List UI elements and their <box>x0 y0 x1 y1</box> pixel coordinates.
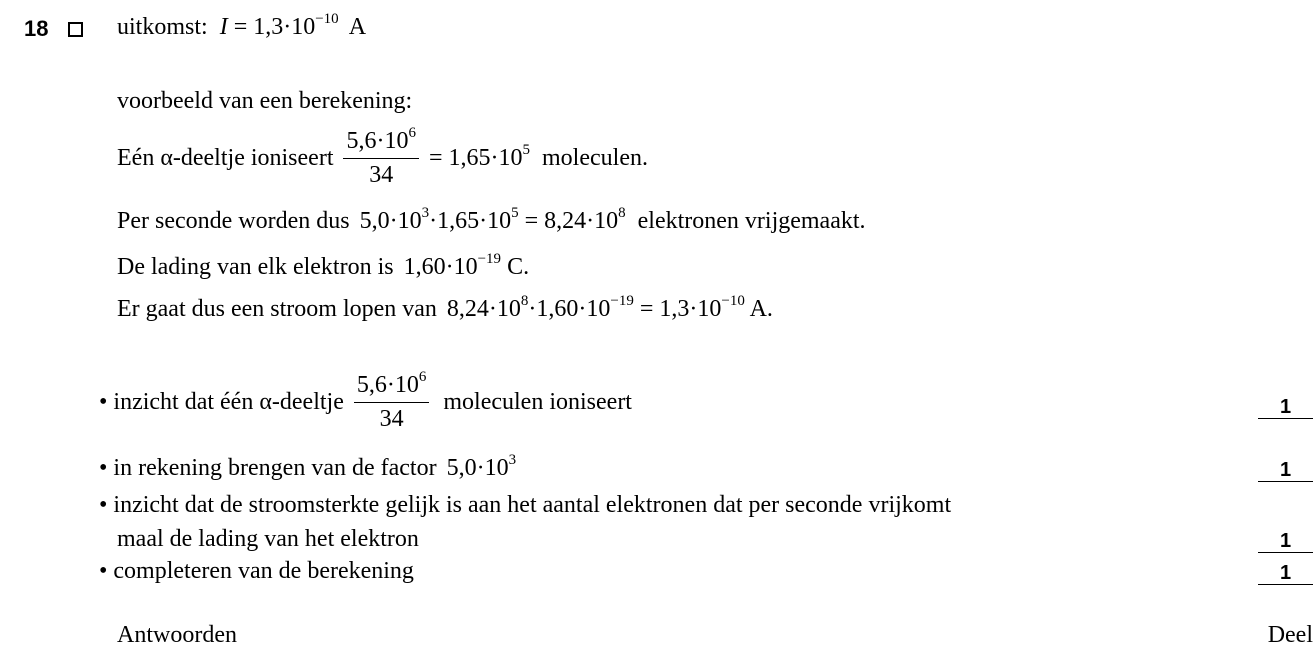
example-line-4-factor-b: ·1,60·10 <box>528 296 611 322</box>
example-heading: voorbeeld van een berekening: <box>117 88 413 114</box>
criterion-2 <box>99 452 517 482</box>
example-line-2-factor-b-exponent: 5 <box>511 205 519 221</box>
example-line-4-result: = 1,3·10 <box>639 296 722 322</box>
example-line-2-text: Per seconde worden dus <box>117 208 350 234</box>
example-line-1 <box>117 125 648 189</box>
criterion-1-text: • inzicht dat één α-deeltje <box>99 389 344 416</box>
result-equation: = 1,3·10 <box>233 14 316 40</box>
criterion-1-points: 1 <box>1258 396 1313 419</box>
result-exponent: −10 <box>315 11 339 27</box>
criterion-2-text: • in rekening brengen van de factor <box>99 455 437 481</box>
example-line-4 <box>117 293 773 323</box>
answer-checkbox-icon[interactable] <box>68 22 83 37</box>
footer-left: Antwoorden <box>117 622 237 648</box>
example-line-4-unit: A. <box>749 296 773 322</box>
electron-charge-unit: C. <box>507 254 530 280</box>
example-line-3-text: De lading van elk elektron is <box>117 254 394 280</box>
example-line-4-text: Er gaat dus een stroom lopen van <box>117 296 437 322</box>
criterion-4: • completeren van de berekening <box>99 558 414 584</box>
criterion-1-fraction-numerator: 5,6·10 <box>356 372 419 398</box>
example-line-1-result: = 1,65·10 <box>428 145 523 172</box>
example-line-4-factor-b-exponent: −19 <box>610 293 634 309</box>
example-line-2 <box>117 205 866 235</box>
example-line-1-result-exponent: 5 <box>522 142 531 159</box>
criterion-2-factor-exponent: 3 <box>508 452 517 468</box>
criterion-3-points: 1 <box>1258 530 1313 553</box>
criterion-1-text-end: moleculen ioniseert <box>443 389 632 416</box>
electron-charge-exponent: −19 <box>477 251 502 267</box>
example-line-3 <box>117 251 530 281</box>
example-line-2-result: = 8,24·10 <box>524 208 619 234</box>
fraction-numerator-exponent: 6 <box>408 125 416 141</box>
result-unit: A <box>348 14 367 40</box>
criterion-3-line-1: • inzicht dat de stroomsterkte gelijk is aan het aantal elektronen dat per seconde vrijkomt <box>99 492 952 518</box>
example-line-2-factor-a-exponent: 3 <box>421 205 430 221</box>
fraction-ionisations <box>343 125 419 189</box>
result-variable: I <box>219 14 228 40</box>
result-label: uitkomst: <box>117 14 208 40</box>
example-line-2-factor-b: ·1,65·10 <box>429 208 512 234</box>
criterion-2-factor: 5,0·10 <box>446 455 509 481</box>
example-line-2-factor-a: 5,0·10 <box>359 208 422 234</box>
criterion-1-fraction-denominator: 34 <box>379 405 404 432</box>
criterion-1-fraction-numerator-exponent: 6 <box>418 369 427 385</box>
fraction-denominator: 34 <box>369 161 394 188</box>
criterion-2-points: 1 <box>1258 459 1313 482</box>
example-line-2-unit: elektronen vrijgemaakt. <box>637 208 866 234</box>
example-line-2-result-exponent: 8 <box>618 205 626 221</box>
criterion-4-points: 1 <box>1258 562 1313 585</box>
example-line-1-unit: moleculen. <box>542 145 648 172</box>
question-number: 18 <box>24 16 49 41</box>
electron-charge: 1,60·10 <box>403 254 478 280</box>
example-line-4-factor-a-exponent: 8 <box>520 293 529 309</box>
fraction-numerator: 5,6·10 <box>346 128 409 154</box>
criterion-1 <box>99 369 632 433</box>
example-line-4-result-exponent: −10 <box>721 293 745 309</box>
example-line-4-factor-a: 8,24·10 <box>446 296 521 322</box>
example-line-1-text: Eén α-deeltje ioniseert <box>117 145 334 172</box>
criterion-3-line-2: maal de lading van het elektron <box>117 526 419 552</box>
result-line <box>117 11 367 41</box>
criterion-1-fraction <box>354 369 430 433</box>
footer-right: Deel <box>1267 622 1313 648</box>
